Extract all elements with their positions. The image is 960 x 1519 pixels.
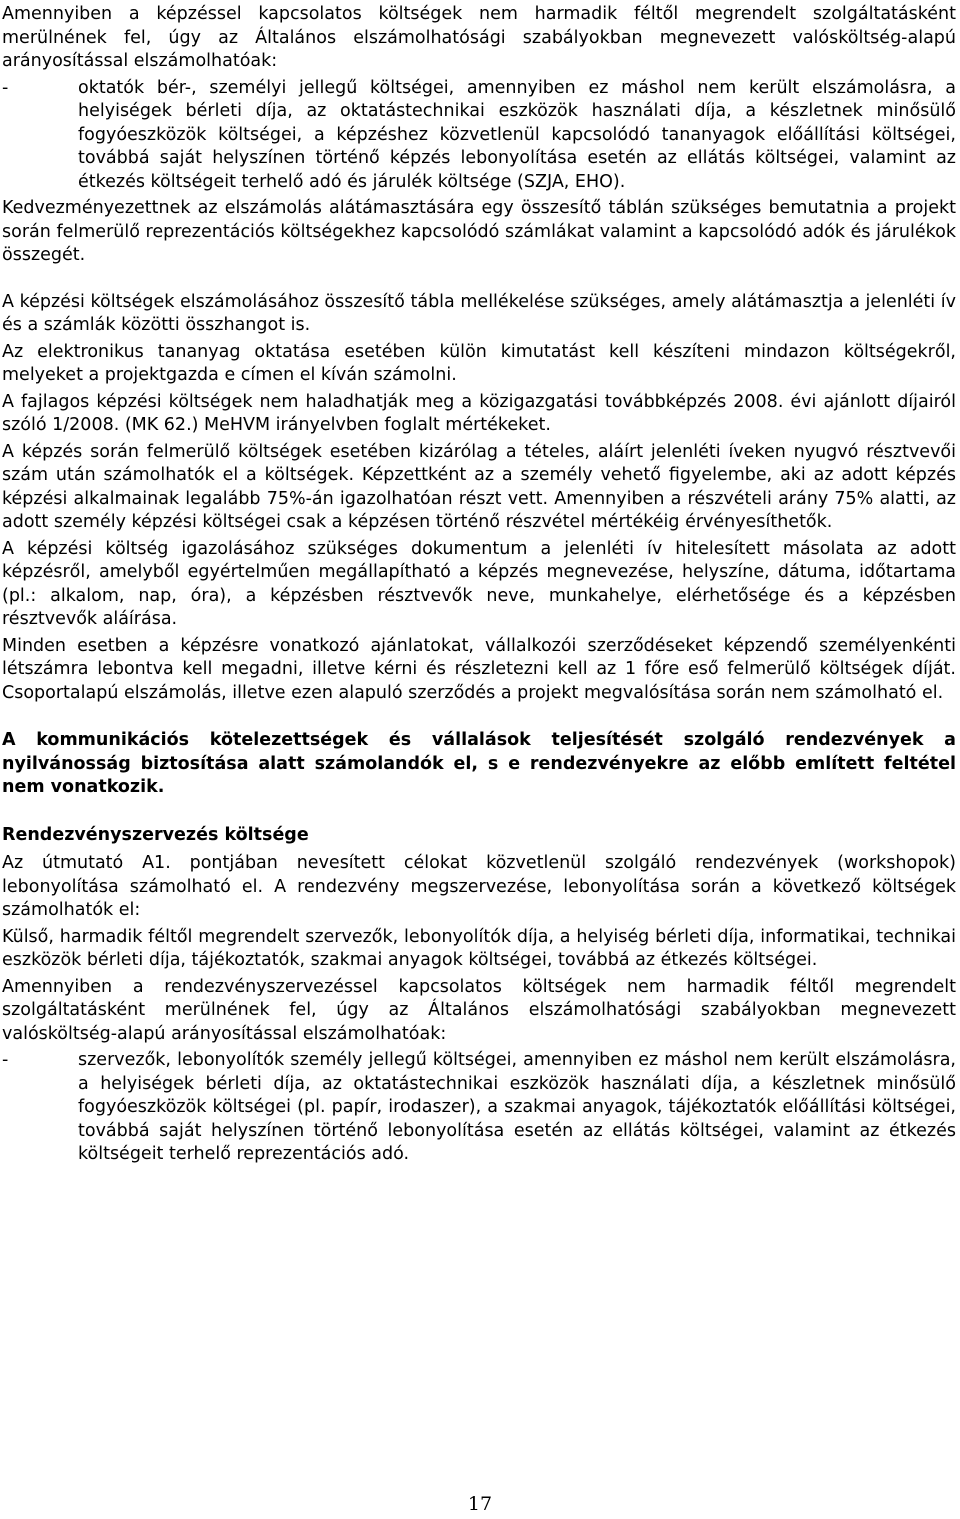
list-item-text: oktatók bér-, személyi jellegű költségei, amennyiben ez máshol nem került elszámolásra, a helyiségek bérleti díja, az oktatástechnikai eszközök használati díja, a készletnek minősülő fogyóeszközök költségei, a képzéshez közvetlenül kapcsolódó tananyagok előállítási költségei, továbbá saját helyszínen történő képzés lebonyolítása esetén az ellátás költségei, valamint az étkezés költségeit terhelő adó és járulék költsége (SZJA, EHO). xyxy=(78,77,956,192)
paragraph: Az útmutató A1. pontjában nevesített célokat közvetlenül szolgáló rendezvények (workshopok) lebonyolítása számolható el. A rendezvény megszervezése, lebonyolítása során a következő költségek számolhatók el: xyxy=(2,853,956,920)
paragraph: A képzési költségek elszámolásához összesítő tábla mellékelése szükséges, amely alátámasztja a jelenléti ív és a számlák közötti összhangot is. xyxy=(2,291,956,335)
page-number: 17 xyxy=(467,1493,493,1515)
paragraph: Amennyiben a képzéssel kapcsolatos költségek nem harmadik féltől megrendelt szolgáltatásként merülnének fel, úgy az Általános elszámolhatósági szabályokban megnevezett valósköltség-alapú arányosítással elszámolhatóak: xyxy=(2,4,956,71)
document-body xyxy=(2,3,956,1170)
bullet-dash: - xyxy=(2,77,9,98)
list-item-text: szervezők, lebonyolítók személy jellegű költségei, amennyiben ez máshol nem került elszámolásra, a helyiségek bérleti díja, az oktatástechnikai eszközök használati díja, a készletnek minősülő fogyóeszközök költségei (pl. papír, irodaszer), a szakmai anyagok, tájékoztatók előállítási költségei, továbbá saját helyszínen történő lebonyolítása esetén az ellátás költségei, valamint az étkezés költségeit terhelő reprezentációs adó. xyxy=(78,1050,956,1164)
paragraph: A képzési költség igazolásához szükséges dokumentum a jelenléti ív hitelesített másolata az adott képzésről, amelyből egyértelműen megállapítható a képzés megnevezése, helyszíne, dátuma, időtartama (pl.: alkalom, nap, óra), a képzésben résztvevők neve, munkahelye, elérhetősége és a képzésben résztvevők aláírása. xyxy=(2,538,956,629)
paragraph: Az elektronikus tananyag oktatása esetében külön kimutatást kell készíteni mindazon költségekről, melyeket a projektgazda e címen el kíván számolni. xyxy=(2,341,956,385)
paragraph: Amennyiben a rendezvényszervezéssel kapcsolatos költségek nem harmadik féltől megrendelt szolgáltatásként merülnének fel, úgy az Általános elszámolhatósági szabályokban megnevezett valósköltség-alapú arányosítással elszámolhatóak: xyxy=(2,976,956,1044)
paragraph: Minden esetben a képzésre vonatkozó ajánlatokat, vállalkozói szerződéseket képzendő személyenkénti létszámra lebontva kell megadni, illetve kérni és részletezni kell az 1 főre eső felmerülő költségek díját. Csoportalapú elszámolás, illetve ezen alapuló szerződés a projekt megvalósítása során nem számolható el. xyxy=(2,635,956,703)
bold-notice: A kommunikációs kötelezettségek és vállalások teljesítését szolgáló rendezvények a nyilvánosság biztosítása alatt számolandók el, s e rendezvényekre az előbb említett feltétel nem vonatkozik. xyxy=(2,730,956,797)
paragraph: A képzés során felmerülő költségek esetében kizárólag a tételes, aláírt jelenléti íveken nyugvó résztvevői szám után számolhatók el a költségek. Képzettként az a személy vehető figyelembe, aki az adott képzés képzési alkalmainak legalább 75%-án igazolhatóan részt vett. Amennyiben a részvételi arány 75% alatti, az adott személy képzési költségei csak a képzésen történő részvétel mértékéig érvényesíthetők. xyxy=(2,441,956,532)
paragraph: Külső, harmadik féltől megrendelt szervezők, lebonyolítók díja, a helyiség bérleti díja, informatikai, technikai eszközök bérleti díja, tájékoztatók, szakmai anyagok költségei, továbbá az étkezés költségei. xyxy=(2,926,956,970)
list-item xyxy=(2,77,956,195)
section-title: Rendezvényszervezés költsége xyxy=(2,824,309,845)
paragraph: A fajlagos képzési költségek nem haladhatják meg a közigazgatási továbbképzés 2008. évi ajánlott díjairól szóló 1/2008. (MK 62.) MeHVM irányelvben foglalt mértékeket. xyxy=(2,391,956,435)
bullet-dash: - xyxy=(2,1050,9,1070)
paragraph: Kedvezményezettnek az elszámolás alátámasztására egy összesítő táblán szükséges bemutatnia a projekt során felmerülő reprezentációs költségekhez kapcsolódó számlákat valamint a kapcsolódó adók és járulékok összegét. xyxy=(2,198,956,265)
list-item xyxy=(2,1049,956,1167)
